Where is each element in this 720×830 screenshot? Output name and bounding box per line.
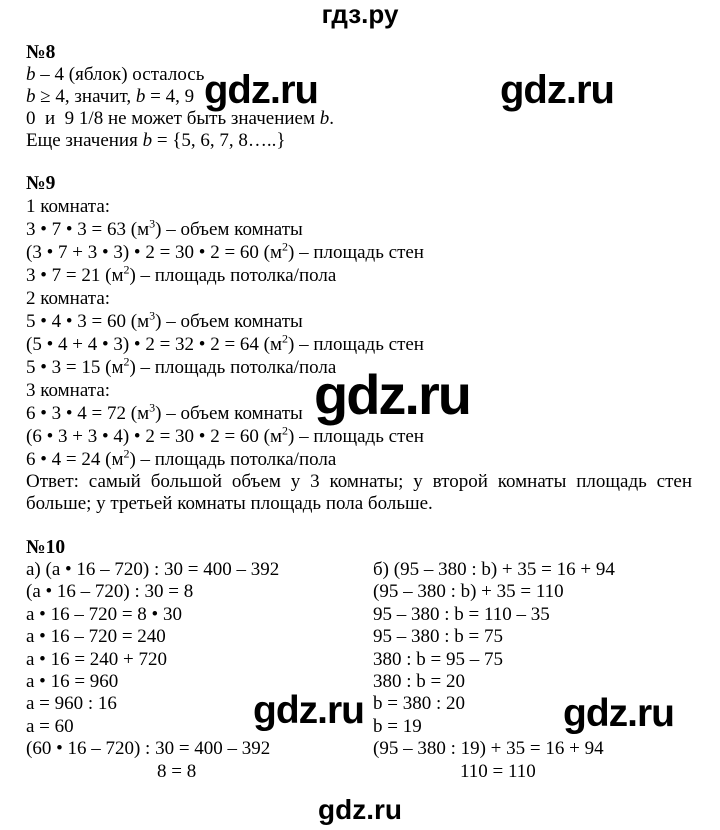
solution-column-b <box>373 559 615 783</box>
gdz-watermark: gdz.ru <box>253 689 364 732</box>
problem-9-section <box>26 172 692 515</box>
solution-line: 0 и 9 1/8 не может быть значением b. <box>26 108 334 129</box>
solution-line: 1 комната: <box>26 196 111 217</box>
solution-line: b = 380 : 20 <box>373 693 465 715</box>
answer-text: больше; у третьей комнаты площадь пола больше. <box>26 493 433 514</box>
solution-line: 95 – 380 : b = 110 – 35 <box>373 603 550 625</box>
solution-line: 3 комната: <box>26 380 111 401</box>
solution-line: Еще значения b = {5, 6, 7, 8…..} <box>26 130 286 151</box>
solution-line: b ≥ 4, значит, b = 4, 9 <box>26 86 195 107</box>
problem-8-section <box>26 42 692 152</box>
solution-line: 5 • 3 = 15 $(м^2)$ – площадь потолка/пола <box>26 354 337 378</box>
gdz-watermark: gdz.ru <box>314 363 470 426</box>
problem-8-title: №8 <box>26 42 56 63</box>
problem-10-title: №10 <box>26 537 66 558</box>
solution-line: b – 4 (яблок) осталось <box>26 64 205 85</box>
solution-line: (5 • 4 + 4 • 3) • 2 = 32 • 2 = 64 $(м^2)$ – площадь стен <box>26 331 424 355</box>
solution-line: 3 • 7 = 21 $(м^2)$ – площадь потолка/пола <box>26 262 337 286</box>
gdz-watermark: gdz.ru <box>563 692 674 735</box>
footer-watermark: gdz.ru <box>318 794 402 825</box>
solution-line: (95 – 380 : 19) + 35 = 16 + 94 <box>373 738 604 760</box>
solution-line: б) (95 – 380 : b) + 35 = 16 + 94 <box>373 559 615 580</box>
solution-line: 380 : b = 95 – 75 <box>373 648 503 670</box>
solution-line: 95 – 380 : b = 75 <box>373 626 503 648</box>
solution-line: а • 16 – 720 = 8 • 30 <box>26 603 182 625</box>
solution-line: а • 16 = 240 + 720 <box>26 648 168 670</box>
solution-line: 6 • 4 = 24 $(м^2)$ – площадь потолка/пола <box>26 446 337 470</box>
solution-line: а • 16 – 720 = 240 <box>26 626 166 648</box>
solution-line: а) (а • 16 – 720) : 30 = 400 – 392 <box>26 559 280 580</box>
solution-line: 3 • 7 • 3 = 63 $(м^3)$ – объем комнаты <box>26 216 303 240</box>
solution-check-line: 8 = 8 <box>157 760 197 782</box>
solution-line: b = 19 <box>373 715 422 737</box>
solution-line: а • 16 = 960 <box>26 671 119 693</box>
site-logo: гдз.ру <box>321 0 399 29</box>
solution-line: 5 • 4 • 3 = 60 $(м^3)$ – объем комнаты <box>26 308 303 332</box>
solution-line: а = 960 : 16 <box>26 693 117 715</box>
solution-line: 2 комната: <box>26 288 111 309</box>
solution-line: (а • 16 – 720) : 30 = 8 <box>26 581 194 603</box>
two-column-solutions <box>26 559 692 783</box>
solution-line: (3 • 7 + 3 • 3) • 2 = 30 • 2 = 60 $(м^2)$ – площадь стен <box>26 239 424 263</box>
solution-line: 380 : b = 20 <box>373 671 465 693</box>
solution-line: а = 60 <box>26 715 74 737</box>
answer-text: Ответ: самый большой объем у 3 комнаты; у второй комнаты площадь стен <box>26 471 692 492</box>
solution-line: (95 – 380 : b) + 35 = 110 <box>373 581 564 603</box>
solution-line: 6 • 3 • 4 = 72 $(м^3)$ – объем комнаты <box>26 400 303 424</box>
problem-9-title: №9 <box>26 173 56 194</box>
problem-10-section <box>26 536 692 783</box>
solution-line: (60 • 16 – 720) : 30 = 400 – 392 <box>26 738 271 760</box>
gdz-watermark: gdz.ru <box>500 68 614 112</box>
solution-check-line: 110 = 110 <box>460 760 536 782</box>
solution-line: (6 • 3 + 3 • 4) • 2 = 30 • 2 = 60 $(м^2)$ – площадь стен <box>26 423 424 447</box>
gdz-watermark: gdz.ru <box>204 68 318 112</box>
